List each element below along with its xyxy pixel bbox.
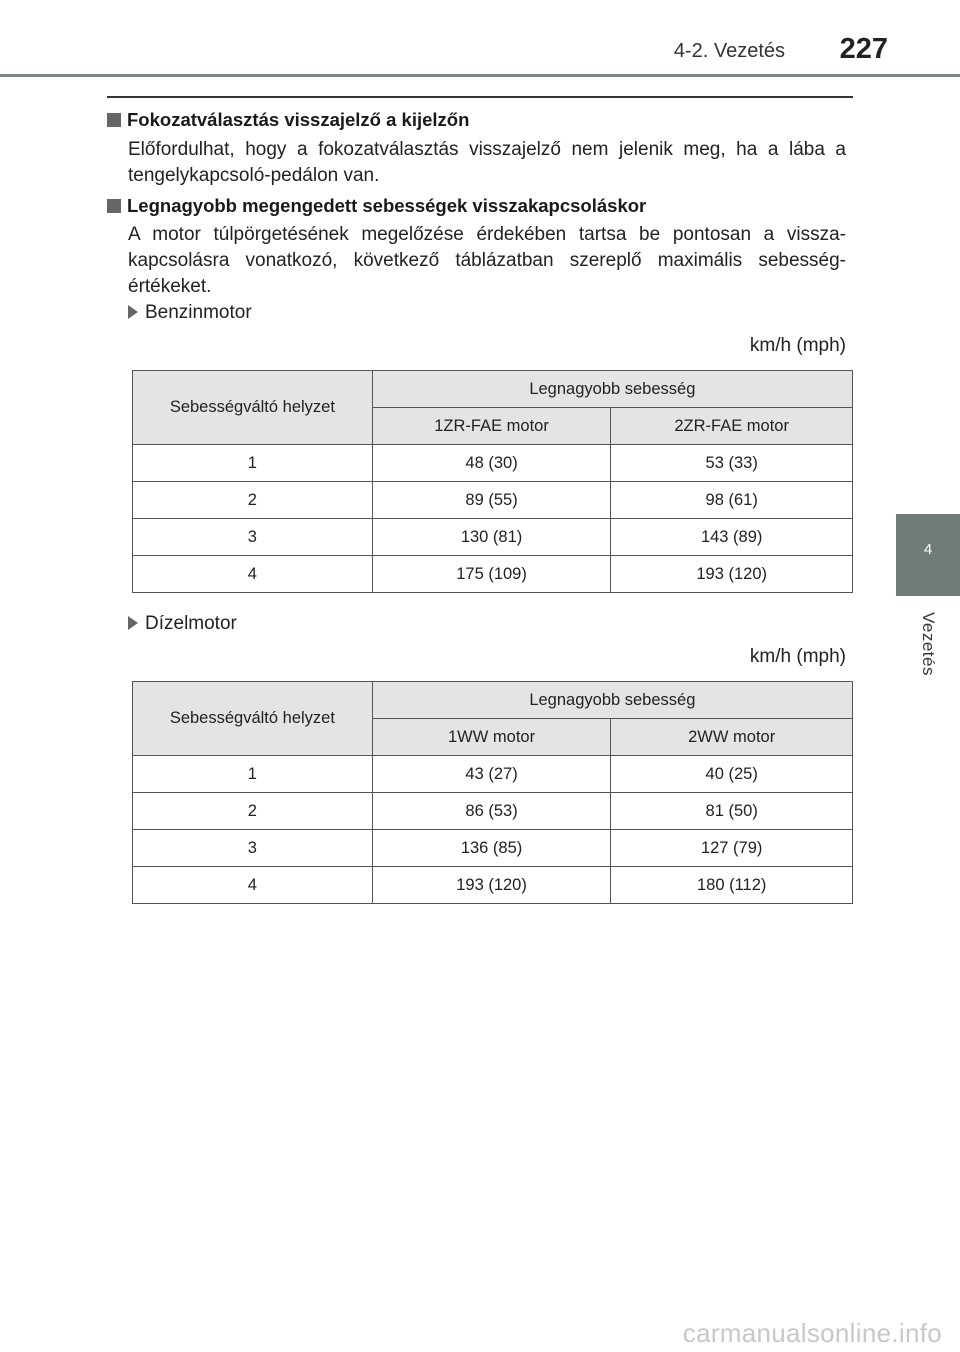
table-row — [133, 756, 853, 793]
paragraph: Előfordulhat, hogy a fokozatválasztás visszajelző nem jelenik meg, ha a lába a tengelykapcsoló-pedálon van. — [128, 139, 846, 186]
section-heading — [107, 109, 469, 131]
col-header-gear: Sebességváltó helyzet — [133, 371, 373, 445]
table-cell: 3 — [133, 830, 373, 867]
table-cell: 143 (89) — [611, 519, 853, 556]
table-cell: 98 (61) — [611, 482, 853, 519]
table-row — [133, 867, 853, 904]
col-header-max-speed: Legnagyobb sebesség — [372, 682, 852, 719]
table-cell: 40 (25) — [611, 756, 853, 793]
col-header-engine: 2ZR-FAE motor — [611, 408, 853, 445]
triangle-arrow-icon — [128, 305, 138, 319]
chapter-label: Vezetés — [919, 611, 938, 676]
page-number: 227 — [839, 33, 888, 65]
table-row — [133, 445, 853, 482]
col-header-engine: 1ZR-FAE motor — [372, 408, 611, 445]
col-header-max-speed: Legnagyobb sebesség — [372, 371, 852, 408]
speed-table-diesel — [132, 681, 853, 904]
unit-label: km/h (mph) — [749, 646, 846, 667]
table-cell: 193 (120) — [372, 867, 611, 904]
content-rule — [107, 96, 853, 98]
table-row — [133, 482, 853, 519]
table-row — [133, 830, 853, 867]
table-row — [133, 556, 853, 593]
table-cell: 136 (85) — [372, 830, 611, 867]
table-cell: 1 — [133, 756, 373, 793]
table-cell: 130 (81) — [372, 519, 611, 556]
table-cell: 48 (30) — [372, 445, 611, 482]
table-cell: 3 — [133, 519, 373, 556]
table-row — [133, 793, 853, 830]
speed-table-petrol — [132, 370, 853, 593]
table-cell: 81 (50) — [611, 793, 853, 830]
col-header-gear: Sebességváltó helyzet — [133, 682, 373, 756]
table-cell: 43 (27) — [372, 756, 611, 793]
table-cell: 127 (79) — [611, 830, 853, 867]
chapter-number: 4 — [923, 541, 933, 558]
table-cell: 180 (112) — [611, 867, 853, 904]
table-cell: 1 — [133, 445, 373, 482]
section-title: 4-2. Vezetés — [673, 40, 785, 62]
section-heading — [107, 195, 646, 217]
table-title-text: Benzinmotor — [145, 302, 252, 323]
col-header-engine: 1WW motor — [372, 719, 611, 756]
table-title-text: Dízelmotor — [145, 613, 237, 634]
chapter-tab — [896, 514, 960, 596]
table-cell: 4 — [133, 556, 373, 593]
unit-label: km/h (mph) — [749, 335, 846, 356]
section-heading-text: Legnagyobb megengedett sebességek visszakapcsoláskor — [127, 195, 647, 216]
table-cell: 175 (109) — [372, 556, 611, 593]
square-bullet-icon — [107, 113, 121, 127]
triangle-arrow-icon — [128, 616, 138, 630]
header-rule — [0, 74, 960, 77]
table-title — [128, 302, 252, 324]
table-cell: 193 (120) — [611, 556, 853, 593]
watermark: carmanualsonline.info — [682, 1318, 942, 1348]
table-cell: 53 (33) — [611, 445, 853, 482]
table-cell: 4 — [133, 867, 373, 904]
col-header-engine: 2WW motor — [611, 719, 853, 756]
table-cell: 89 (55) — [372, 482, 611, 519]
paragraph: A motor túlpörgetésének megelőzése érdekében tartsa be pontosan a vissza-kapcsolásra vonatkozó, következő táblázatban szereplő maximális sebesség-értékeket. — [128, 224, 846, 297]
section-heading-text: Fokozatválasztás visszajelző a kijelzőn — [127, 109, 470, 130]
table-row — [133, 519, 853, 556]
table-cell: 2 — [133, 793, 373, 830]
square-bullet-icon — [107, 199, 121, 213]
table-title — [128, 613, 237, 635]
table-cell: 2 — [133, 482, 373, 519]
table-header-row — [133, 371, 853, 408]
table-cell: 86 (53) — [372, 793, 611, 830]
table-header-row — [133, 682, 853, 719]
